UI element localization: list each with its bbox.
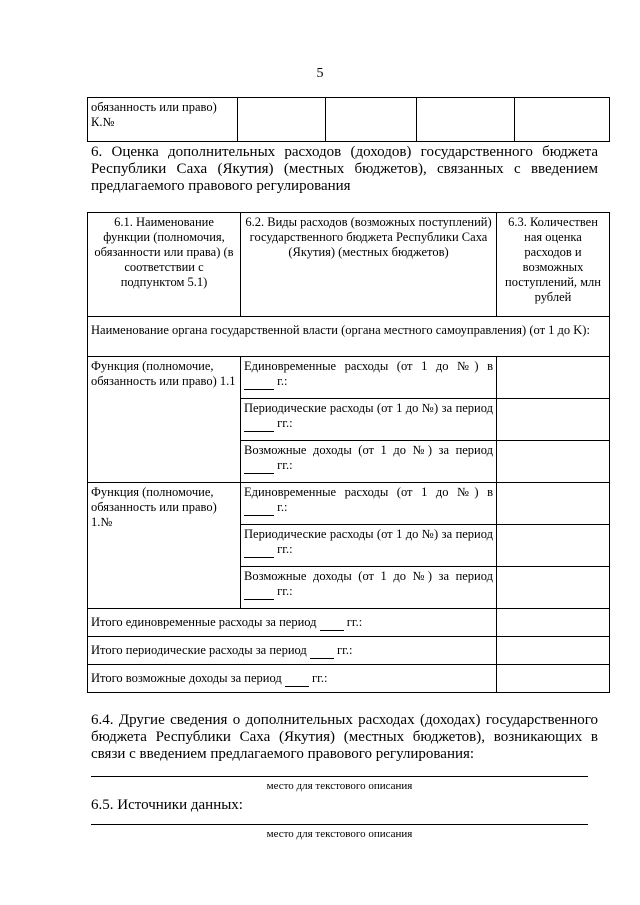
text-placeholder-line [91, 776, 588, 777]
empty-cell [417, 98, 515, 142]
value-cell [497, 525, 610, 567]
section-6-4-text: 6.4. Другие сведения о дополнительных расходах (доходах) государственного бюджета Республики Саха (Якутия) (местных бюджетов), возникающих в связи с введением предлагаемого правового регулирования: [91, 712, 598, 762]
possible-income-text: Возможные доходы (от 1 до №) за период [244, 443, 493, 457]
value-cell [497, 567, 610, 609]
total-one-time-text: Итого единовременные расходы за период [91, 614, 317, 629]
text-placeholder-caption: место для текстового описания [266, 828, 413, 840]
function-1-1-label: Функция (полномочие, обязанность или право) 1.1 [88, 357, 241, 483]
expense-periodic-suffix: гг.: [277, 542, 293, 556]
continuation-line-1: обязанность или право) [91, 100, 217, 114]
expense-one-time-text: Единовременные расходы (от 1 до №) в [244, 359, 493, 373]
possible-income-suffix: гг.: [277, 584, 293, 598]
expense-periodic-text: Периодические расходы (от 1 до №) за период [244, 401, 493, 415]
page-number: 5 [316, 66, 324, 81]
total-one-time-suffix: гг.: [346, 614, 363, 629]
expense-periodic [241, 525, 497, 567]
value-cell [497, 441, 610, 483]
section-6-heading: 6. Оценка дополнительных расходов (доходов) государственного бюджета Республики Саха (Якутия) (местных бюджетов), связанных с введением предлагаемого правового регулирования [91, 144, 598, 194]
value-cell [497, 665, 610, 693]
value-cell [497, 609, 610, 637]
total-one-time [88, 609, 497, 637]
continuation-line-2: К.№ [91, 115, 115, 129]
total-periodic [88, 637, 497, 665]
continuation-table [87, 97, 610, 142]
value-cell [497, 637, 610, 665]
col-header-function: 6.1. Наименование функции (полномочия, обязанности или права) (в соответствии с подпунктом 5.1) [88, 213, 241, 317]
possible-income-text: Возможные доходы (от 1 до №) за период [244, 569, 493, 583]
org-name-row: Наименование органа государственной власти (органа местного самоуправления) (от 1 до K): [88, 317, 610, 357]
value-cell [497, 357, 610, 399]
empty-cell [515, 98, 610, 142]
total-periodic-text: Итого периодические расходы за период [91, 642, 307, 657]
expense-one-time-suffix: г.: [277, 500, 288, 514]
empty-cell [326, 98, 417, 142]
text-placeholder-caption: место для текстового описания [266, 780, 413, 792]
expense-one-time-suffix: г.: [277, 374, 288, 388]
expense-periodic [241, 399, 497, 441]
budget-table [87, 212, 610, 693]
total-income-text: Итого возможные доходы за период [91, 670, 282, 685]
possible-income [241, 441, 497, 483]
continuation-cell-label [88, 98, 238, 142]
value-cell [497, 399, 610, 441]
empty-cell [238, 98, 326, 142]
expense-one-time [241, 357, 497, 399]
expense-one-time [241, 483, 497, 525]
text-placeholder-line [91, 824, 588, 825]
col-header-quantity: 6.3. Количествен ная оценка расходов и возможных поступлений, млн рублей [497, 213, 610, 317]
col-header-expense-types: 6.2. Виды расходов (возможных поступлений) государственного бюджета Республики Саха (Якутия) (местных бюджетов) [241, 213, 497, 317]
possible-income-suffix: гг.: [277, 458, 293, 472]
value-cell [497, 483, 610, 525]
function-1-n-label: Функция (полномочие, обязанность или право) 1.№ [88, 483, 241, 609]
total-periodic-suffix: гг.: [337, 642, 353, 657]
total-income-suffix: гг.: [311, 670, 328, 685]
total-income [88, 665, 497, 693]
expense-periodic-text: Периодические расходы (от 1 до №) за период [244, 527, 493, 541]
possible-income [241, 567, 497, 609]
section-6-5-text: 6.5. Источники данных: [91, 797, 243, 813]
expense-one-time-text: Единовременные расходы (от 1 до №) в [244, 485, 493, 499]
expense-periodic-suffix: гг.: [277, 416, 293, 430]
